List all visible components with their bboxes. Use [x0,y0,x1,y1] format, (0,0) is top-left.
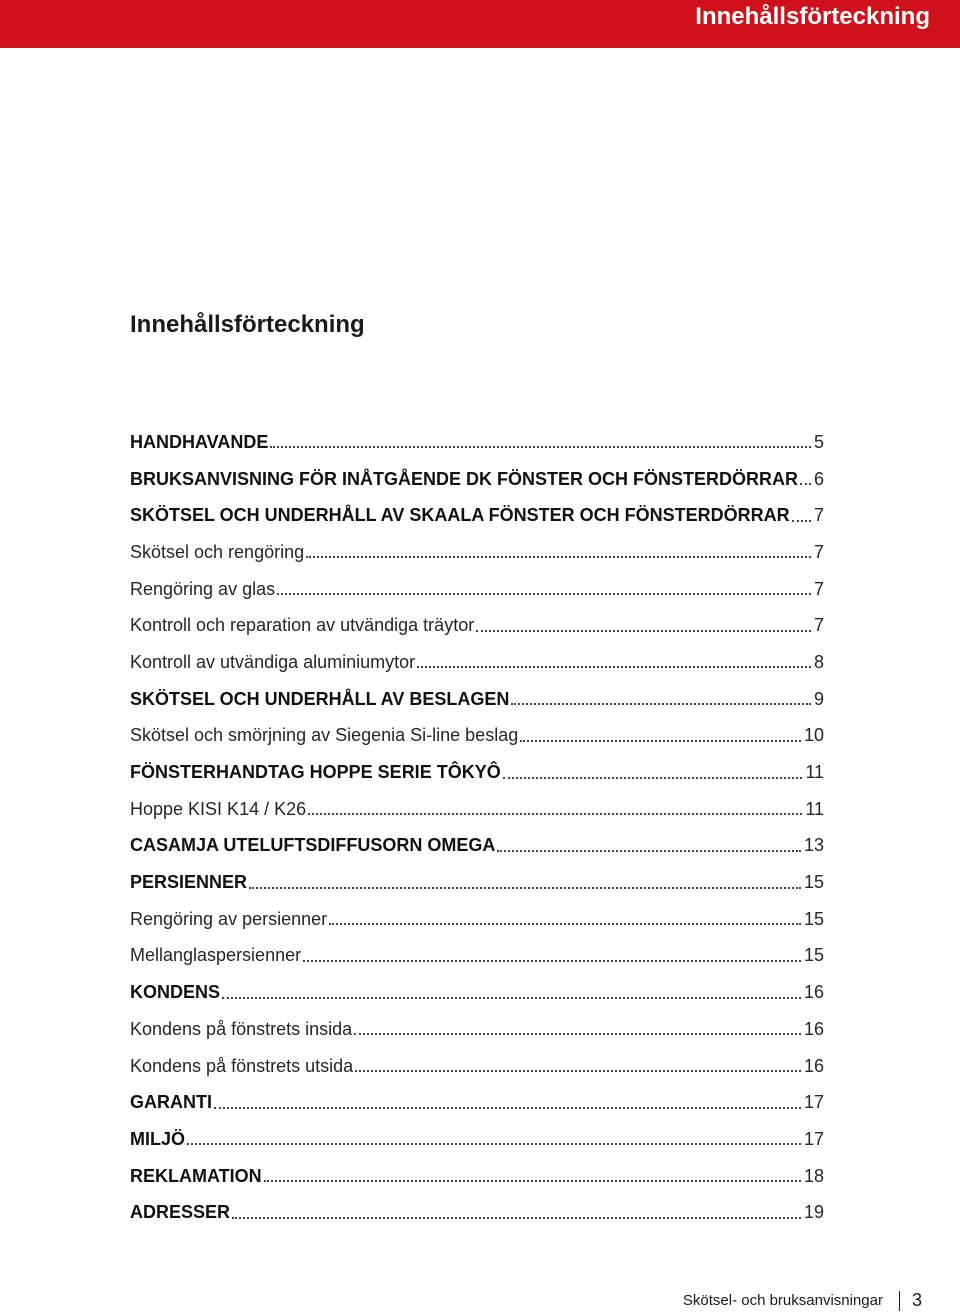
toc-entry[interactable] [130,1084,824,1121]
toc-dot-leader [270,446,811,448]
toc-entry[interactable] [130,1011,824,1048]
toc-entry[interactable] [130,497,824,534]
toc-entry-label: HANDHAVANDE [130,431,269,452]
toc-entry-label: Kontroll och reparation av utvändiga träytor [130,615,475,636]
toc-dot-leader [232,1217,801,1219]
toc-entry-label: ADRESSER [130,1202,231,1223]
toc-entry-label: PERSIENNER [130,872,248,893]
toc-entry-label: Skötsel och smörjning av Siegenia Si-line beslag [130,725,519,746]
toc-entry-page: 10 [803,725,824,746]
toc-entry[interactable] [130,791,824,828]
page-title: Innehållsförteckning [130,311,365,338]
toc-entry[interactable] [130,644,824,681]
toc-dot-leader [214,1107,801,1109]
toc-entry-page: 16 [803,982,824,1003]
toc-entry[interactable] [130,424,824,461]
toc-entry[interactable] [130,607,824,644]
toc-entry[interactable] [130,461,824,498]
toc-entry-label: Skötsel och rengöring [130,541,305,562]
toc-entry[interactable] [130,901,824,938]
table-of-contents [130,424,824,1231]
toc-dot-leader [497,850,801,852]
toc-entry-label: SKÖTSEL OCH UNDERHÅLL AV SKAALA FÖNSTER OCH FÖNSTERDÖRRAR [130,505,790,526]
toc-entry[interactable] [130,571,824,608]
toc-entry-page: 7 [813,615,824,636]
toc-entry[interactable] [130,1194,824,1231]
toc-dot-leader [329,923,801,925]
toc-entry-label: Hoppe KISI K14 / K26 [130,798,307,819]
toc-dot-leader [503,777,803,779]
toc-entry-page: 7 [813,578,824,599]
toc-entry-label: Mellanglaspersienner [130,945,302,966]
toc-entry-label: Rengöring av persienner [130,908,328,929]
toc-entry-page: 19 [803,1202,824,1223]
toc-entry-page: 8 [813,651,824,672]
footer-page-number: 3 [911,1290,922,1310]
toc-dot-leader [476,630,811,632]
toc-entry-page: 7 [813,505,824,526]
toc-entry[interactable] [130,718,824,755]
toc-entry-label: GARANTI [130,1092,212,1113]
toc-entry[interactable] [130,938,824,975]
toc-entry-label: KONDENS [130,982,221,1003]
toc-entry[interactable] [130,1048,824,1085]
toc-entry-page: 17 [803,1128,824,1149]
toc-entry-page: 17 [803,1092,824,1113]
toc-dot-leader [306,556,811,558]
toc-entry-page: 6 [813,468,824,489]
header-title: Innehållsförteckning [695,3,930,30]
toc-entry-page: 15 [803,908,824,929]
toc-entry-page: 15 [803,872,824,893]
toc-entry-page: 16 [803,1055,824,1076]
toc-dot-leader [222,997,801,999]
toc-entry[interactable] [130,864,824,901]
toc-dot-leader [249,887,801,889]
toc-entry-label: MILJÖ [130,1128,186,1149]
toc-entry-label: Rengöring av glas [130,578,276,599]
toc-dot-leader [520,740,801,742]
toc-dot-leader [792,520,811,522]
toc-entry[interactable] [130,681,824,718]
toc-entry-label: REKLAMATION [130,1165,262,1186]
toc-entry-page: 18 [803,1165,824,1186]
toc-dot-leader [417,666,811,668]
toc-dot-leader [264,1180,801,1182]
toc-dot-leader [277,593,811,595]
toc-entry-label: Kondens på fönstrets utsida [130,1055,354,1076]
toc-entry-page: 7 [813,541,824,562]
toc-dot-leader [511,703,811,705]
toc-dot-leader [187,1143,801,1145]
toc-dot-leader [354,1033,801,1035]
toc-entry[interactable] [130,534,824,571]
toc-entry-label: Kontroll av utvändiga aluminiumytor [130,651,416,672]
footer-title: Skötsel- och bruksanvisningar [682,1292,883,1309]
toc-entry-page: 15 [803,945,824,966]
toc-entry-label: FÖNSTERHANDTAG HOPPE SERIE TÔKYÔ [130,762,501,783]
page-footer [683,1290,922,1311]
toc-entry-page: 11 [805,798,824,819]
toc-entry-page: 16 [803,1018,824,1039]
toc-dot-leader [800,483,811,485]
footer-divider [899,1291,900,1311]
toc-entry-page: 9 [813,688,824,709]
toc-dot-leader [308,813,802,815]
toc-entry-page: 11 [805,762,824,783]
header-bar [0,0,960,48]
toc-entry-label: BRUKSANVISNING FÖR INÅTGÅENDE DK FÖNSTER OCH FÖNSTERDÖRRAR [130,468,799,489]
toc-entry-label: SKÖTSEL OCH UNDERHÅLL AV BESLAGEN [130,688,510,709]
toc-entry-page: 13 [803,835,824,856]
toc-dot-leader [355,1070,801,1072]
toc-entry-page: 5 [813,431,824,452]
toc-entry[interactable] [130,828,824,865]
toc-entry-label: Kondens på fönstrets insida [130,1018,353,1039]
toc-entry[interactable] [130,1158,824,1195]
toc-entry[interactable] [130,754,824,791]
toc-entry[interactable] [130,1121,824,1158]
toc-entry-label: CASAMJA UTELUFTSDIFFUSORN OMEGA [130,835,496,856]
toc-dot-leader [303,960,801,962]
toc-entry[interactable] [130,974,824,1011]
